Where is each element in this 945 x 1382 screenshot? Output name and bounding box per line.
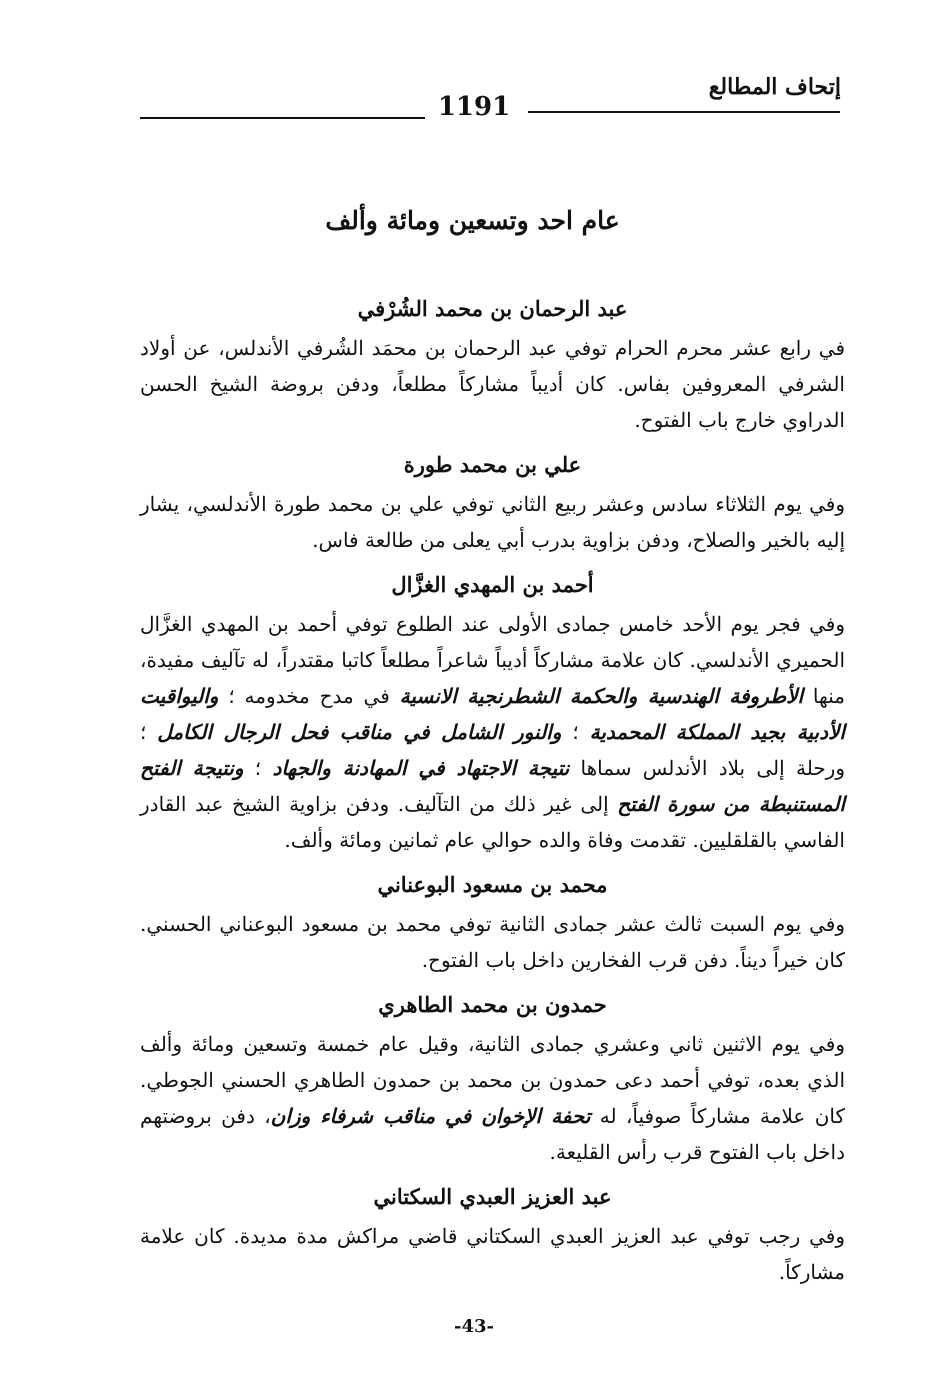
entry-text: وفي يوم السبت ثالث عشر جمادى الثانية توفي محمد بن مسعود البوعناني الحسني. كان خيراً ديناً. دفن قرب الفخارين داخل باب الفتوح. (140, 912, 845, 972)
page-number: -43- (454, 1316, 494, 1337)
book-title: والنور الشامل في مناقب فحل الرجال الكامل (157, 720, 562, 744)
entry-text: وفي رجب توفي عبد العزيز العبدي السكتاني قاضي مراكش مدة مديدة. كان علامة مشاركاً. (140, 1224, 845, 1284)
entry-text: في رابع عشر محرم الحرام توفي عبد الرحمان بن محمَد الشُرفي الأندلس، عن أولاد الشرفي المعروفين بفاس. كان أديباً مشاركاً مطلعاً، ودفن بروضة الشيخ الحسن الدراوي خارج باب الفتوح. (140, 336, 845, 432)
header-rule-right (528, 111, 840, 113)
entry-title: علي بن محمد طورة (403, 452, 582, 477)
page-year-number: 1191 (437, 92, 511, 122)
entry-text (140, 606, 845, 858)
running-head: إتحاف المطالع (708, 74, 841, 100)
text-segment: ؛ (243, 756, 273, 780)
header-rule-left (140, 117, 425, 119)
entry-title: أحمد بن المهدي الغزَّال (391, 572, 594, 597)
main-content (140, 282, 845, 1300)
year-heading: عام احد وتسعين ومائة وألف (325, 206, 620, 235)
text-segment: في مدح مخدومه ؛ (218, 684, 400, 708)
entry-title: محمد بن مسعود البوعناني (377, 872, 608, 897)
entry-text: وفي يوم الثلاثاء سادس وعشر ربيع الثاني توفي علي بن محمد طورة الأندلسي، يشار إليه بالخير والصلاح، ودفن بزاوية بدرب أبي يعلى من طالعة فاس. (140, 492, 845, 552)
entry-title: عبد الرحمان بن محمد الشُرْفي (357, 296, 628, 321)
text-segment: وفي يوم الاثنين ثاني وعشري جمادى الثانية، وقيل عام خمسة وتسعين ومائة وألف الذي بعده، توفي أحمد دعى حمدون بن محمد بن حمدون الطاهري الحسني الجوطي. كان علامة مشاركاً صوفياً، له (140, 1032, 846, 1128)
text-segment: ، دفن بروضتهم داخل باب الفتوح قرب رأس القليعة. (140, 1104, 845, 1164)
book-title: نتيجة الاجتهاد في المهادنة والجهاد (272, 756, 570, 780)
book-title: واليواقيت الأدبية بجيد المملكة المحمدية (140, 684, 845, 744)
entry-text (140, 1026, 845, 1170)
text-segment: إلى غير ذلك من التآليف. ودفن بزاوية الشيخ عبد القادر الفاسي بالقلقليين. تقدمت وفاة والده حوالي عام ثمانين ومائة وألف. (140, 792, 845, 852)
book-title: ونتيجة الفتح المستنبطة من سورة الفتح (140, 756, 845, 816)
entry-title: عبد العزيز العبدي السكتاني (373, 1184, 612, 1209)
text-segment: ؛ (561, 720, 590, 744)
book-title: الأطروفة الهندسية والحكمة الشطرنجية الانسية (399, 684, 804, 708)
text-segment: وفي فجر يوم الأحد خامس جمادى الأولى عند الطلوع توفي أحمد بن المهدي الغزَّال الحميري الأندلسي. كان علامة مشاركاً أديباً شاعراً مطلعاً كاتبا مقتدراً، له تآليف مفيدة، منها (140, 612, 845, 708)
text-segment: ؛ ورحلة إلى بلاد الأندلس سماها (140, 720, 845, 780)
entry-title: حمدون بن محمد الطاهري (378, 992, 607, 1017)
book-title: تحفة الإخوان في مناقب شرفاء وزان (270, 1104, 591, 1128)
